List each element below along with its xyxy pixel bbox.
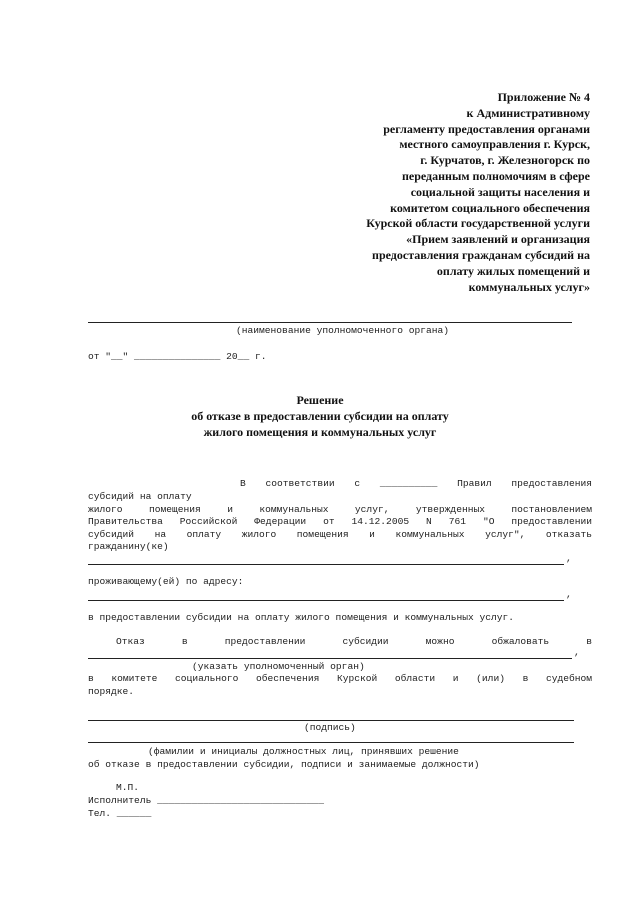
authority-caption: (наименование уполномоченного органа) [236,325,450,336]
signature-caption: (подпись) [304,722,356,733]
authority-name-line [88,322,572,323]
decision-heading: Решение [296,393,344,407]
order-line: порядке. [88,686,135,697]
body-line: Правительства Российской Федерации от 14.12.2005 N 761 "О предоставлении [88,516,593,528]
appendix-header [330,90,590,295]
refusal-line: в предоставлении субсидии на оплату жилого помещения и коммунальных услуг. [88,612,515,623]
address-line [88,600,564,601]
appendix-line: Приложение № 4 [497,90,590,104]
comma: , [566,589,572,600]
executor-line: Исполнитель _____________________________ [88,795,325,806]
body-line: субсидий на оплату [88,491,192,503]
appeal-authority-line [88,658,572,659]
phone-line: Тел. ______ [88,808,152,819]
officials-line [88,742,574,743]
stamp-label: М.П. [116,782,140,793]
date-line: от "__" _______________ 20__ г. [88,351,267,362]
appendix-line: комитетом социального обеспечения [390,200,590,215]
body-line: В соответствии с __________ Правил предоставления [240,478,593,489]
appeal-line: Отказ в предоставлении субсидии можно обжаловать в [116,636,593,647]
comma: , [574,647,580,658]
body-line: гражданину(ке) [88,541,169,553]
signature-line [88,720,574,721]
body-line: жилого помещения и коммунальных услуг, утвержденных постановлением [88,503,593,515]
body-line: субсидий на оплату жилого помещения и коммунальных услуг", отказать [88,528,592,540]
authority-hint: (указать уполномоченный орган) [192,661,365,672]
residing-label: проживающему(ей) по адресу: [88,576,244,587]
appendix-line: г. Курчатов, г. Железногорск по [420,153,590,168]
decision-subtitle: об отказе в предоставлении субсидии на оплату [191,409,449,423]
decision-subtitle: жилого помещения и коммунальных услуг [203,425,437,439]
appendix-line: предоставления гражданам субсидий на [372,247,590,262]
decision-title [150,392,490,440]
officials-caption: (фамилии и инициалы должностных лиц, принявших решение [148,746,459,757]
appendix-line: к Административному [466,105,590,120]
appendix-line: коммунальных услуг» [468,279,590,294]
appendix-line: «Прием заявлений и организация [406,232,590,247]
appendix-line: социальной защиты населения и [410,184,590,199]
appendix-line: оплату жилых помещений и [436,263,590,278]
appendix-line: переданным полномочиям в сфере [401,168,590,183]
officials-caption: об отказе в предоставлении субсидии, подписи и занимаемые должности) [88,759,480,770]
body-paragraph [88,478,592,553]
appendix-line: регламенту предоставления органами [383,121,590,136]
appendix-line: местного самоуправления г. Курск, [399,137,590,152]
citizen-name-line [88,564,564,565]
comma: , [566,553,572,564]
committee-line: в комитете социального обеспечения Курской области и (или) в судебном [88,673,593,684]
appendix-line: Курской области государственной услуги [366,216,590,231]
